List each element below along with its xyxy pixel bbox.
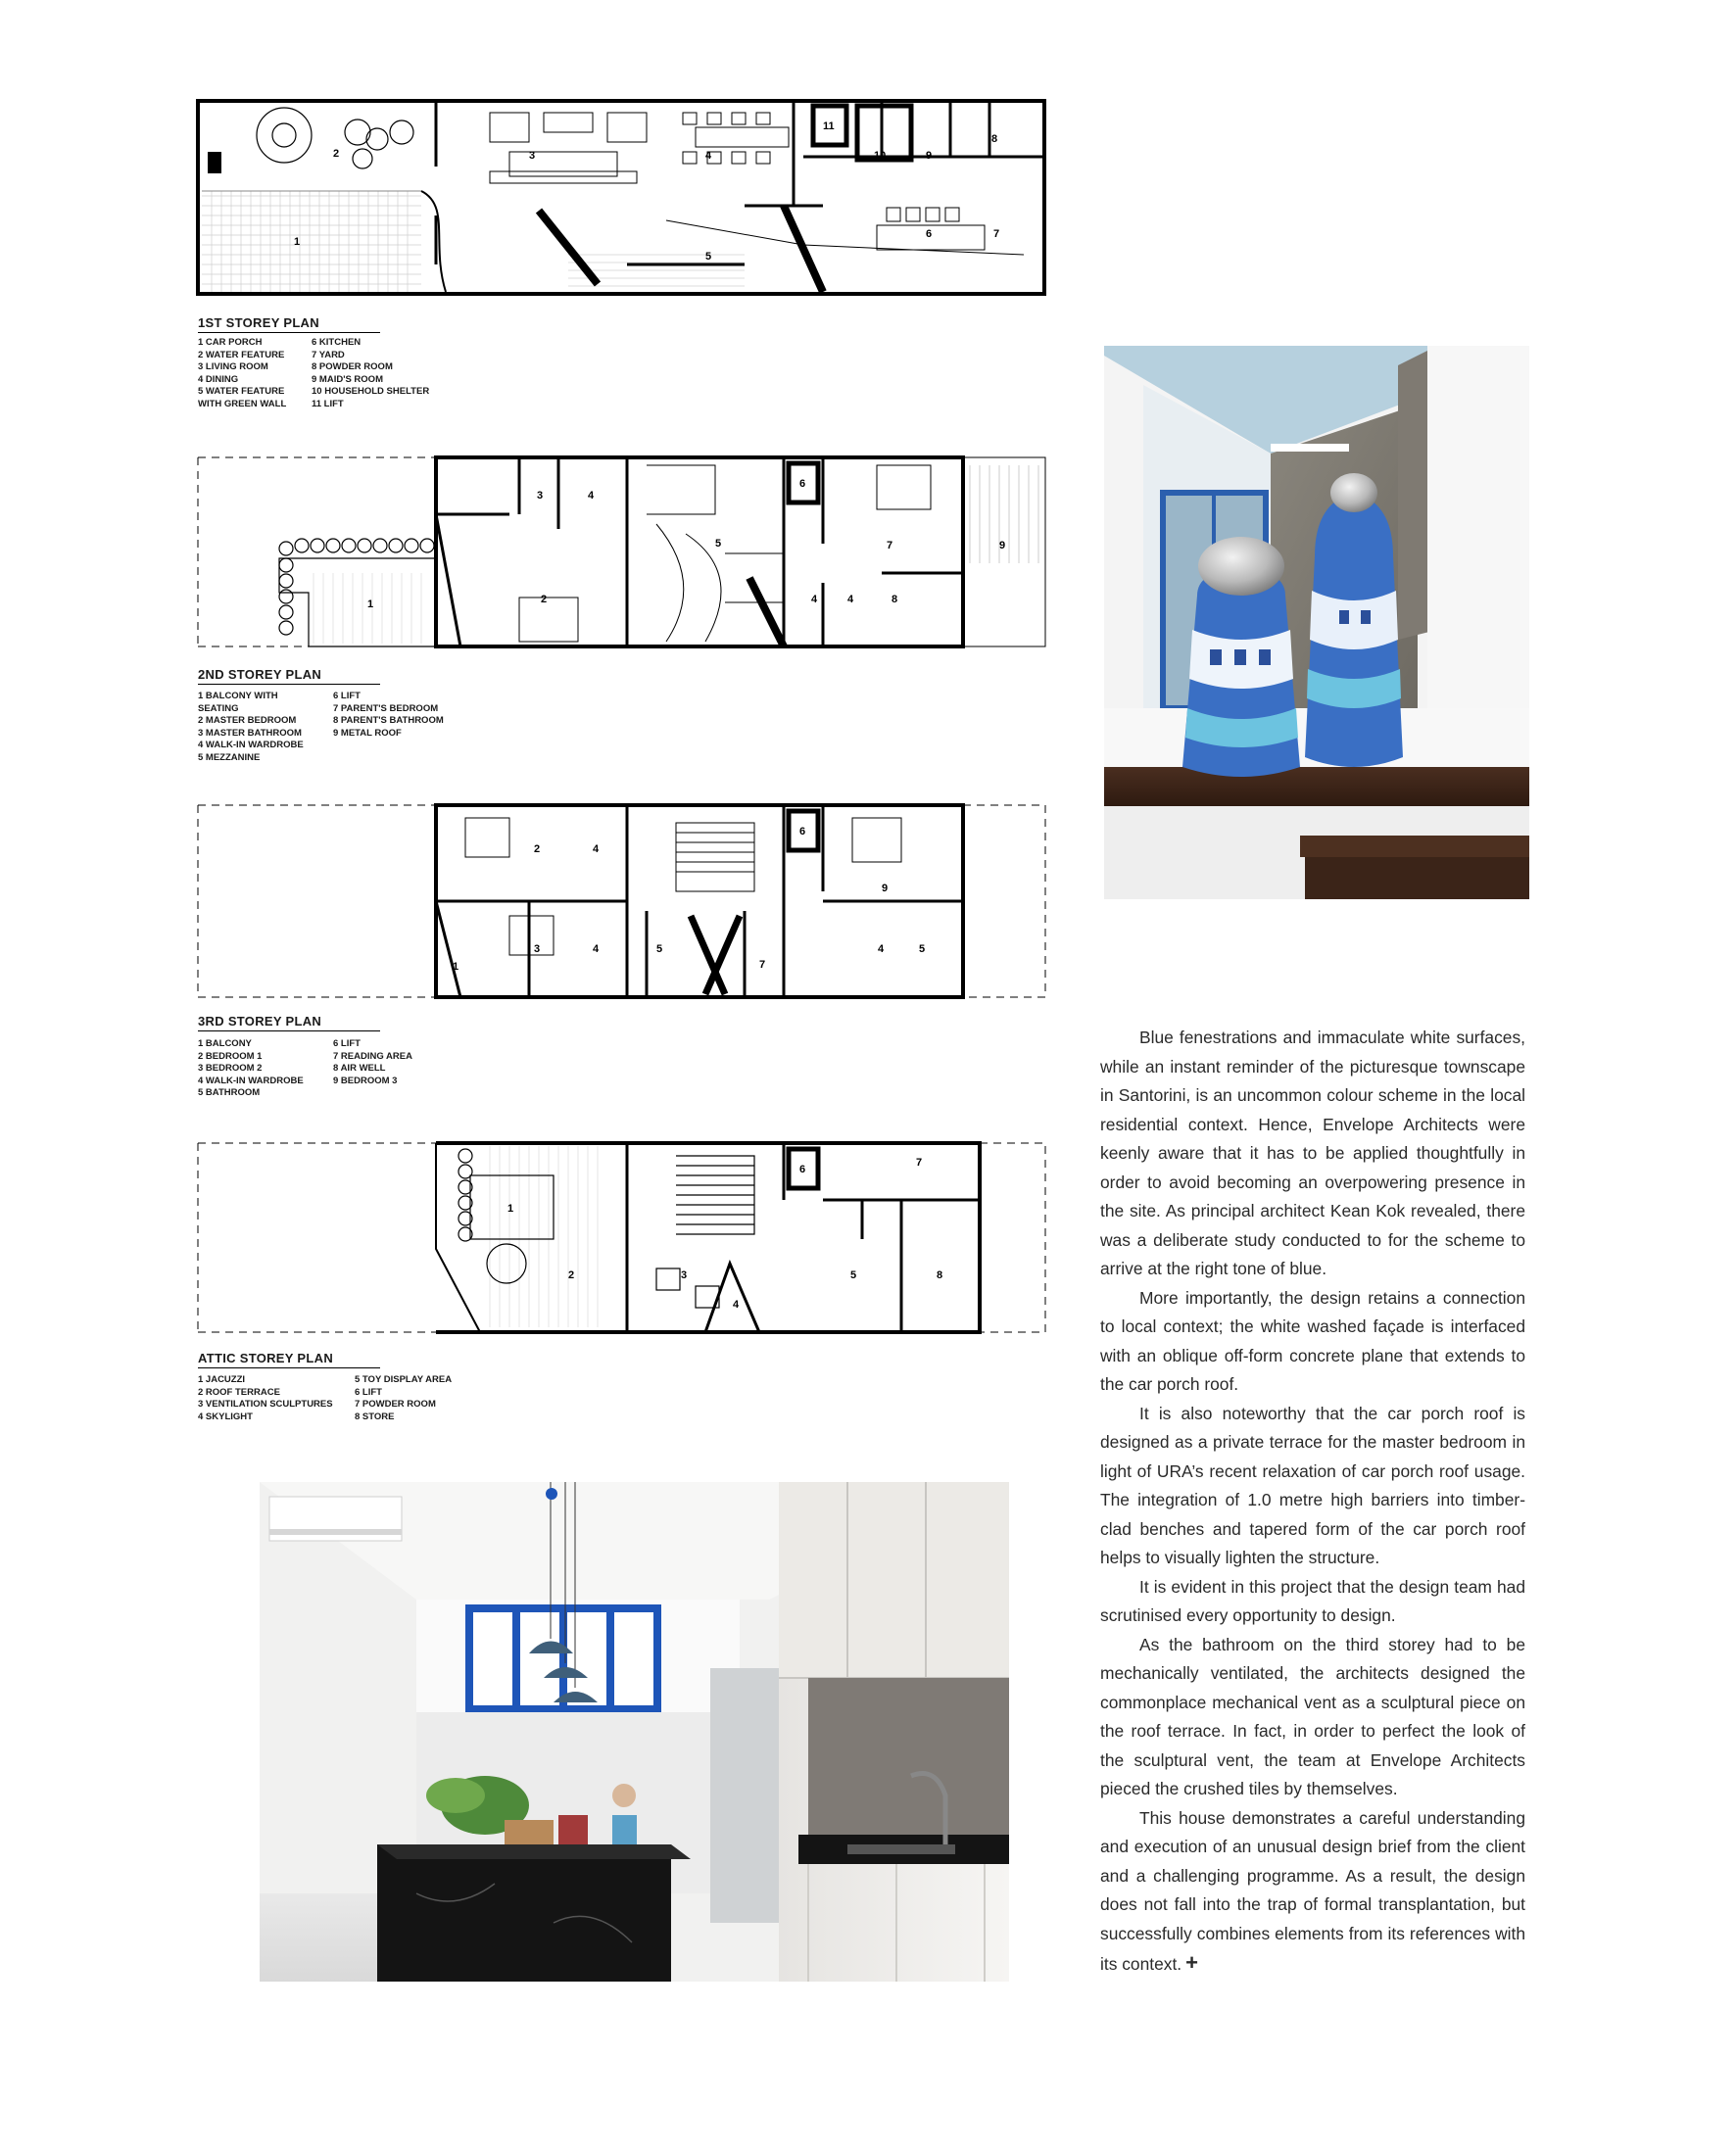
room-number: 3 (534, 943, 541, 955)
room-number: 8 (892, 594, 898, 605)
legend-item: 11 LIFT (312, 398, 344, 409)
legend-item: 6 KITCHEN (312, 337, 362, 348)
legend-item: 8 POWDER ROOM (312, 361, 393, 373)
legend-item: 5 TOY DISPLAY AREA (355, 1374, 453, 1385)
room-number: 1 (294, 236, 301, 248)
legend-column-right (333, 1038, 412, 1087)
room-number: 6 (799, 826, 806, 837)
legend-item: 2 ROOF TERRACE (198, 1386, 280, 1398)
legend-item: 3 VENTILATION SCULPTURES (198, 1399, 333, 1411)
room-number: 2 (534, 843, 541, 855)
legend-item: 8 PARENT'S BATHROOM (333, 715, 444, 727)
legend-column-right (312, 337, 429, 411)
room-number: 2 (568, 1269, 575, 1281)
legend-item: SEATING (198, 702, 239, 714)
legend-column-left (198, 1038, 304, 1100)
room-number: 3 (529, 150, 536, 162)
room-number: 10 (874, 150, 887, 162)
room-number: 1 (367, 598, 374, 610)
legend-item: 1 CAR PORCH (198, 337, 263, 348)
legend-item: 7 PARENT'S BEDROOM (333, 702, 439, 714)
legend-column-left (198, 691, 304, 765)
room-number: 7 (993, 228, 1000, 240)
room-number: 4 (588, 490, 595, 502)
room-number: 11 (823, 120, 835, 132)
room-number: 4 (593, 943, 600, 955)
legend-item: 4 WALK-IN WARDROBE (198, 1075, 304, 1086)
legend-item: 2 MASTER BEDROOM (198, 715, 297, 727)
legend-item: 8 AIR WELL (333, 1063, 386, 1075)
floor-plan-drawing (196, 455, 1048, 651)
article-paragraph: It is also noteworthy that the car porch roof is designed as a private terrace for the master bedroom in light of URA’s recent relaxation of car porch roof usage. The integration of 1.0 metre high barriers into timber-clad benches and tapered form of the car porch roof helps to visually lighten the structure. (1100, 1403, 1525, 1567)
room-number: 9 (999, 540, 1006, 551)
plan-title: ATTIC STOREY PLAN (198, 1351, 380, 1368)
legend-item: WITH GREEN WALL (198, 398, 287, 409)
room-number: 4 (705, 150, 712, 162)
room-number: 1 (453, 961, 459, 973)
room-number: 8 (707, 956, 714, 968)
kitchen-photo (260, 1482, 1009, 1982)
legend-item: 2 WATER FEATURE (198, 349, 285, 360)
room-number: 4 (733, 1299, 740, 1311)
legend-column-right (355, 1374, 452, 1423)
floor-plan-svg (196, 455, 1048, 651)
legend-item: 10 HOUSEHOLD SHELTER (312, 386, 430, 398)
plan-title: 1ST STOREY PLAN (198, 315, 380, 333)
legend-item: 7 YARD (312, 349, 345, 360)
legend-item: 4 SKYLIGHT (198, 1411, 253, 1422)
room-number: 3 (537, 490, 544, 502)
room-number: 2 (541, 594, 548, 605)
room-number: 9 (882, 883, 889, 894)
article-paragraph: It is evident in this project that the design team had scrutinised every opportunity to design. (1100, 1576, 1525, 1625)
legend-item: 7 POWDER ROOM (355, 1399, 436, 1411)
plan-title: 2ND STOREY PLAN (198, 667, 380, 685)
legend-item: 5 BATHROOM (198, 1087, 261, 1099)
room-number: 4 (593, 843, 600, 855)
legend-item: 4 WALK-IN WARDROBE (198, 740, 304, 751)
room-number: 5 (850, 1269, 857, 1281)
room-number: 6 (926, 228, 933, 240)
legend-item: 8 STORE (355, 1411, 395, 1422)
floor-plan-drawing (196, 1141, 1048, 1337)
room-number: 7 (916, 1157, 923, 1169)
legend-item: 6 LIFT (333, 691, 361, 701)
end-mark-icon: + (1185, 1950, 1198, 1975)
room-number: 4 (878, 943, 885, 955)
room-number: 2 (333, 148, 340, 160)
room-number: 5 (656, 943, 663, 955)
legend-item: 1 BALCONY WITH (198, 691, 278, 701)
room-number: 1 (507, 1203, 514, 1215)
legend-item: 3 MASTER BATHROOM (198, 727, 302, 739)
room-number: 6 (799, 478, 806, 490)
floor-plan-drawing (196, 98, 1048, 299)
floor-plan-svg (196, 1141, 1048, 1337)
legend-item: 9 BEDROOM 3 (333, 1075, 398, 1086)
legend-item: 9 MAID'S ROOM (312, 373, 383, 385)
ventilation-sculptures-photo (1104, 346, 1529, 899)
article-paragraph-last (1100, 1804, 1525, 1980)
room-number: 9 (926, 150, 933, 162)
legend-item: 4 DINING (198, 373, 239, 385)
room-number: 5 (919, 943, 926, 955)
legend-item: 3 LIVING ROOM (198, 361, 268, 373)
legend-column-left (198, 1374, 333, 1423)
legend-item: 5 WATER FEATURE (198, 386, 285, 398)
article-paragraph: As the bathroom on the third storey had to be mechanically ventilated, the architects designed the commonplace mechanical vent as a sculptural piece on the roof terrace. In fact, in order to perfect the look of the sculptural vent, the team at Envelope Architects pieced the crushed tiles by themselves. (1100, 1634, 1525, 1798)
room-number: 4 (811, 594, 818, 605)
room-number: 4 (847, 594, 854, 605)
room-number: 7 (887, 540, 893, 551)
legend-column-right (333, 691, 444, 740)
legend-item: 2 BEDROOM 1 (198, 1050, 263, 1062)
legend-item: 1 JACUZZI (198, 1374, 246, 1385)
room-number: 5 (715, 538, 722, 550)
room-number: 8 (991, 133, 998, 145)
room-number: 3 (681, 1269, 688, 1281)
article-paragraph-text: This house demonstrates a careful understanding and execution of an unusual design brief from the client and a challenging programme. As a result, the design does not fall into the trap of formal transplantation, but successfully combines elements from its references with its context. (1100, 1807, 1525, 1974)
legend-item: 3 BEDROOM 2 (198, 1063, 263, 1075)
legend-item: 6 LIFT (333, 1038, 361, 1049)
floor-plan-svg (196, 98, 1048, 299)
article-paragraph: More importantly, the design retains a connection to local context; the white washed façade is interfaced with an oblique off-form concrete plane that extends to the car porch roof. (1100, 1287, 1525, 1394)
legend-item: 6 LIFT (355, 1386, 382, 1398)
legend-item: 1 BALCONY (198, 1038, 252, 1049)
floor-plan-svg (196, 803, 1048, 1001)
legend-item: 5 MEZZANINE (198, 751, 261, 763)
article-paragraph: Blue fenestrations and immaculate white surfaces, while an instant reminder of the picturesque townscape in Santorini, is an uncommon colour scheme in the local residential context. Hence, Envelope Architects were keenly aware that it has to be applied thoughtfully in order to avoid becoming an overpowering presence in the site. As principal architect Kean Kok revealed, there was a deliberate study conducted to for the scheme to arrive at the right tone of blue. (1100, 1028, 1525, 1278)
room-number: 5 (705, 251, 712, 263)
article-body (1100, 1024, 1525, 1980)
legend-column-left (198, 337, 286, 411)
floor-plan-drawing (196, 803, 1048, 1001)
room-number: 8 (937, 1269, 943, 1281)
room-number: 6 (799, 1164, 806, 1175)
plan-title: 3RD STOREY PLAN (198, 1014, 380, 1031)
legend-item: 7 READING AREA (333, 1050, 412, 1062)
legend-item: 9 METAL ROOF (333, 727, 402, 739)
room-number: 7 (759, 959, 766, 971)
